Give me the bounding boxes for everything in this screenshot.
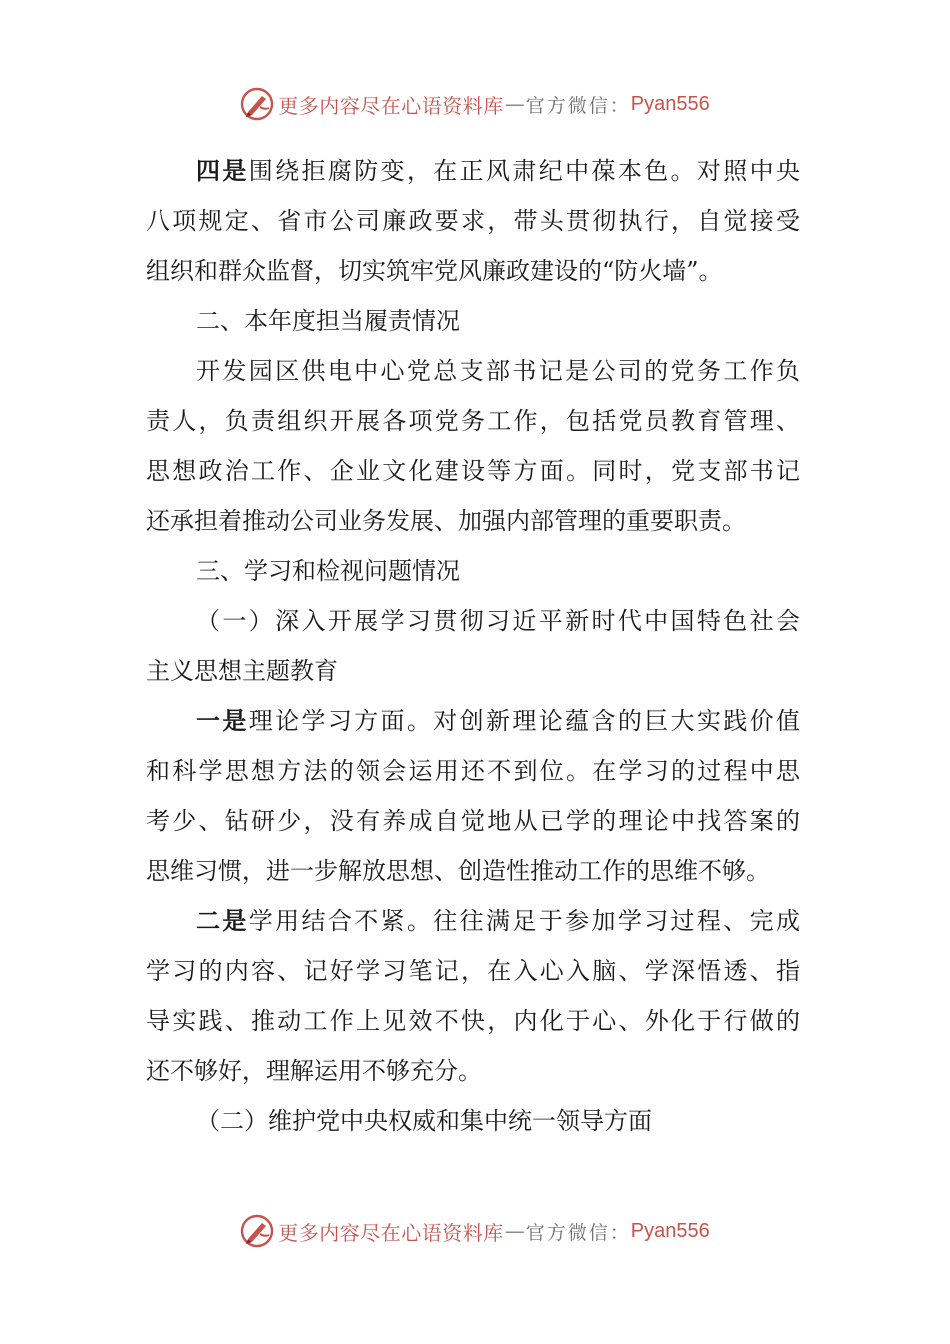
watermark-official-label: 官方微信： <box>525 94 631 117</box>
paragraph-line: 考少、钻研少，没有养成自觉地从已学的理论中找答案的 <box>146 807 800 835</box>
watermark-main-text: 更多内容尽在心语资料库 <box>278 93 504 118</box>
paragraph-line: 导实践、推动工作上见效不快，内化于心、外化于行做的 <box>146 1007 800 1035</box>
lead-label: 一是 <box>196 706 249 735</box>
watermark-header <box>0 84 950 124</box>
pen-logo-icon <box>240 87 274 121</box>
lead-label: 二是 <box>196 906 249 935</box>
section-heading: 三、学习和检视问题情况 <box>196 557 460 585</box>
paragraph-line: 思维习惯，进一步解放思想、创造性推动工作的思维不够。 <box>146 857 770 885</box>
paragraph-line: 思想政治工作、企业文化建设等方面。同时，党支部书记 <box>146 457 800 485</box>
watermark-official-label: 官方微信： <box>525 1221 631 1244</box>
paragraph-line <box>146 146 800 196</box>
paragraph-line: 还承担着推动公司业务发展、加强内部管理的重要职责。 <box>146 507 746 535</box>
paragraph-text: 学用结合不紧。往往满足于参加学习过程、完成 <box>248 907 800 935</box>
watermark-wechat-handle: Pyan556 <box>630 1219 710 1242</box>
paragraph-line: 责人，负责组织开展各项党务工作，包括党员教育管理、 <box>146 407 800 435</box>
paragraph-line: 还不够好，理解运用不够充分。 <box>146 1057 482 1085</box>
paragraph-line: 和科学思想方法的领会运用还不到位。在学习的过程中思 <box>146 757 800 785</box>
watermark-dash: — <box>504 92 525 116</box>
subsection-heading-line: 主义思想主题教育 <box>146 657 338 685</box>
paragraph-line <box>146 696 800 746</box>
paragraph-line: 组织和群众监督，切实筑牢党风廉政建设的“防火墙”。 <box>146 257 723 285</box>
document-body <box>146 146 800 1146</box>
section-heading: 二、本年度担当履责情况 <box>196 307 460 335</box>
paragraph-line: 学习的内容、记好学习笔记，在入心入脑、学深悟透、指 <box>146 957 800 985</box>
paragraph-text: 理论学习方面。对创新理论蕴含的巨大实践价值 <box>248 707 800 735</box>
subsection-heading-line: （一）深入开展学习贯彻习近平新时代中国特色社会 <box>196 607 800 635</box>
pen-logo-icon <box>240 1214 274 1248</box>
watermark-dash: — <box>504 1219 525 1243</box>
watermark-main-text: 更多内容尽在心语资料库 <box>278 1220 504 1245</box>
paragraph-line <box>146 896 800 946</box>
subsection-heading: （二）维护党中央权威和集中统一领导方面 <box>196 1107 652 1135</box>
paragraph-line: 八项规定、省市公司廉政要求，带头贯彻执行，自觉接受 <box>146 207 800 235</box>
watermark-wechat-handle: Pyan556 <box>630 92 710 115</box>
lead-label: 四是 <box>196 156 249 185</box>
watermark-footer <box>0 1211 950 1251</box>
paragraph-text: 围绕拒腐防变，在正风肃纪中葆本色。对照中央 <box>248 157 800 185</box>
paragraph-line: 开发园区供电中心党总支部书记是公司的党务工作负 <box>196 357 800 385</box>
